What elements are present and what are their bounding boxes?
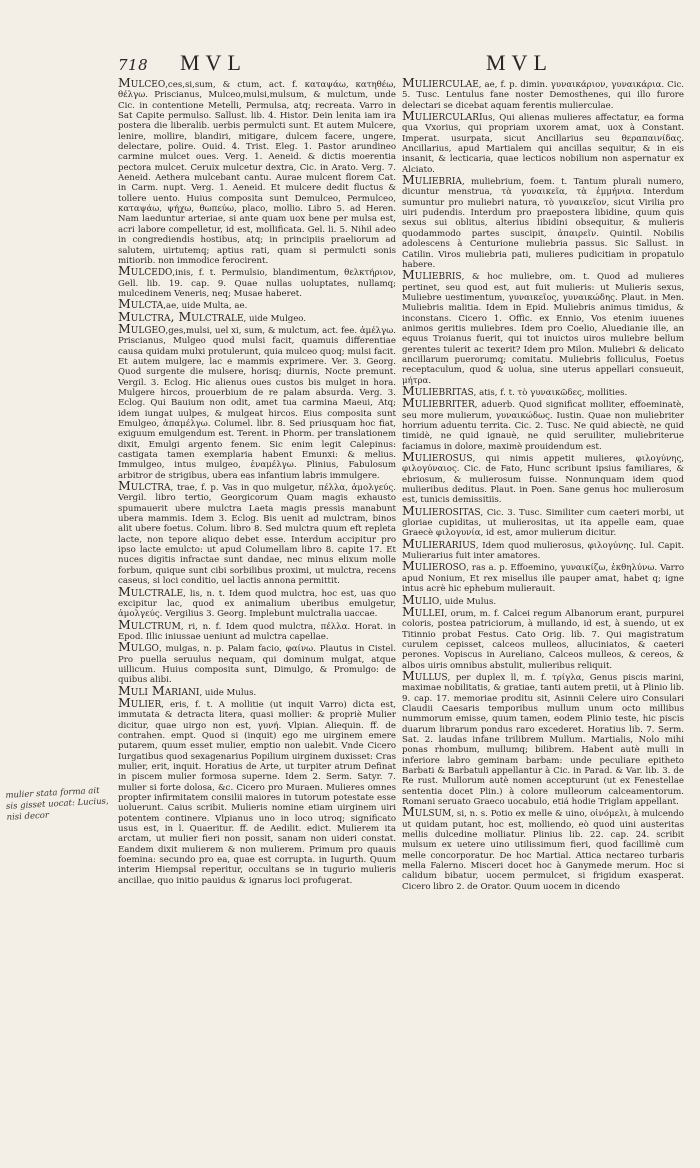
dictionary-entry <box>402 172 684 270</box>
entry-headword: Mulio <box>402 591 440 607</box>
entry-headword: Mulctra <box>118 478 171 494</box>
entry-headword: Muliebria <box>402 172 462 188</box>
handwritten-margin-note: mulier stata forma ait sis gisset uocat: Lucius, nisi decor <box>5 785 109 823</box>
entry-headword: Mulgo <box>118 639 159 655</box>
entry-text: ,inis, f. t. Permulsio, blandimentum, θελκτήριον, Gell. lib. 19. cap. 9. Quae nullas uoluptates, nullamq; mulcedinem Veneris, neq; Musae haberet. <box>118 268 396 299</box>
dictionary-entry <box>402 603 684 671</box>
entry-text: , per duplex ll, m. f. τρίγλα, Genus piscis marini, maximae nobilitatis, & gratiae, tanti autem pretii, ut à Plinio lib. 9. cap. 17. memoriae proditu sit, Asinnii Celere uiro Consulari Claudii Caesaris temporibus mullum unum octo millibus nummorum emisse, quum tamen, eodem Plinio teste, hic piscis duarum librarum pondus raro excederet. Horatius lib. 7. Serm. Sat. 2. laudas infane trilibrem Mullum. Martialis, Nolo mihi ponas rhombum, mullumq; bilibrem. Habent autè mulli in inferiore labro geminam barbam: unde peculiare epitheto Barbati & Barbatuli appellantur à Cic. in Parad. & Var. lib. 3. de Re rust. Mullorum autè nomen accepturunt (ut ex Fenestellae sententia docet Plin.) à colore mulleorum calceamentorum. Romani seruato Graeco uocabulo, etiá hodie Triglam appellant. <box>402 672 684 808</box>
entry-headword: Mullei <box>402 603 445 619</box>
entry-headword: Mullus <box>402 667 448 683</box>
entry-headword: Mulierculari <box>402 108 483 124</box>
dictionary-entry <box>402 395 684 452</box>
entry-headword: Mulctrum <box>118 616 181 632</box>
dictionary-entry <box>118 583 396 620</box>
running-head-right: MVL <box>486 50 553 75</box>
entry-headword: Mulctrale <box>118 583 184 599</box>
entry-text: , trae, f. p. Vas in quo mulgetur, πέλλα, ἀμολγεύς. Vergil. libro tertio, Georgicorum Quam magis exhausto spumauerit ubere mulctra Laeta magis pressis manabunt ubera mammis. Idem 3. Eclog. Bis uenit ad mulctram, binos alit ubere foetus. Colum. libro 8. Sed mulctra quum eft repleta lacte, non tepore aliquo debet esse. Interdum accipitur pro ipso lacte emulcto: ut apud Columellam libro 8. capite 17. Et nuces digitis infractae sunt dandae, nec minus elixum molle forbum, quique sunt cibi sorbilibus proximi, ut mulctra, recens caseus, si loci conditio, uel lactis annona permittit. <box>118 483 396 587</box>
running-head-left: MVL <box>180 50 247 75</box>
entry-text: , qui nimis appetit mulieres, φιλογύνης, φιλογύναιος. Cic. de Fato, Hunc scribunt ipsius familiares, & ebriosum, & mulierosum fuisse. Nonnunquam idem quod mulieribus deditus. Plaut. in Poen. Sane genus hoc mulierosum est, tunicis demissitiis. <box>402 454 684 506</box>
entry-text: , mulgas, n. p. Palam facio, φαίνω. Plautus in Cistel. Pro puella seruulus nequam, qui dominum mulgat, atque uillicum. Huius composita sunt, Dimulgo, & Promulgo: de quibus alibi. <box>118 644 396 686</box>
entry-headword: Mulceo <box>118 75 166 90</box>
entry-text: , Cic. 3. Tusc. Similiter cum caeteri morbi, ut gloriae cupiditas, ut mulierositas, ut ita appelle eam, quae Graecè φιλογυνία, id est, amor mulierum dicitur. <box>402 507 684 539</box>
dictionary-entry <box>402 502 684 539</box>
entry-headword: Muliebriter <box>402 395 475 411</box>
entry-text: , ras a. p. Effoemino, γυναικίζω, ἐκθηλύνω. Varro apud Nonium, Et rex misellus ille pauper amat, habet q; igne intus acrè hic ephebum mulierauit. <box>402 563 684 595</box>
entry-text: , muliebrium, foem. t. Tantum plurali numero, dicuntur menstrua, τὰ γυναικεῖα, τὰ ἐμμήνια. Interdum sumuntur pro muliebri natura, τὸ γυναικεῖον, sicut Virilia pro uiri pudendis. Interdum pro praepostera libidine, quum quis sexus sui oblitus, alterius libidini obsequitur, & mulieris quodammodo partes suscipit, ἀπαιρεῖν. Quintil. Nobilis adolescens à Centurione muliebria passus. Sic Sallust. in Catilin. Viros muliebria pati, mulieres pudicitiam in propatulo habere. <box>402 177 684 270</box>
entry-text: , uide Mulus. <box>439 596 497 607</box>
entry-headword: Mulier <box>118 694 162 710</box>
left-column <box>118 75 396 886</box>
entry-headword: Mulctra, Mulctrale <box>118 308 244 324</box>
entry-headword: Muliebritas <box>402 382 474 398</box>
entry-headword: Muliebris <box>402 267 462 283</box>
dictionary-entry <box>118 263 396 299</box>
entry-text: , atis, f. t. τὸ γυναικῶδες, mollities. <box>473 387 628 398</box>
entry-text: , orum, m. f. Calcei regum Albanorum erant, purpurei coloris, postea patriciorum, à mullando, id est, à suendo, ut ex Titinnio probat Festus. Cato Orig. lib. 7. Qui magistratum curulem cepisset, calceos mulleos, alluciniatos, & caeteri perones. Vopiscus in Aureliano, Calceos mulleos, & cereos, & albos uiris omnibus abstulit, mulieribus reliquit. <box>402 608 684 671</box>
entry-headword: Mulierculae <box>402 75 479 90</box>
entry-headword: Mulierositas <box>402 502 481 518</box>
entry-text: , ri, n. f. Idem quod mulctra, πέλλα. Horat. in Epod. Illic iniussae ueniunt ad mulctra capellae. <box>118 621 396 642</box>
entry-text: , eris, f. t. A mollitie (ut inquit Varro) dicta est, immutata & detracta litera, quasi mollier: & propriè Mulier dicitur, quae uirgo non est, γυνή. Vlpian. Aliequin. ff. de contrahen. empt. Quod si (inquit) ego me uirginem emere putarem, quum esset mulier, emptio non ualebit. Vnde Cicero Iurgatibus quod sexagenarius Popilium uirginem duxisset: Cras mulier, erit, inquit. Horatius de Arte, ut turpiter atrum Definat in piscem mulier formosa superne. Idem 2. Serm. Satyr. 7. mulier si forte dolosa, &c. Cicero pro Muraen. Mulieres omnes propter infirmitatem consilii maiores in tutorum potestate esse uoluerunt. Caius scribit. Mulieris nomine etiam uirginem uiri potentem continere. Vlpianus uno in loco utroq; significato usus est, in l. Quaeritur. ff. de Aedilit. edict. Mulierem ita arctam, ut mulier fieri non possit, sanam non uideri constat. Eandem dixit mulierem & non mulierem. Primum pro quauis foemina: secundo pro ea, quae est corrupta. in Iugurth. Quum interim Hiempsal reperitur, occultans se in tugurio mulieris ancillae, quo initio pauidus & ignarus loci profugerat. <box>118 699 396 886</box>
entry-text: , uide Mulus. <box>199 687 257 698</box>
entry-headword: Mulgeo <box>118 320 166 336</box>
entry-text: , si, n. s. Potio ex melle & uino, οἰνόμελι, à mulcendo ut quidam putant, hoc est, molliendo, eò quod uini austeritas mellis dulcedine molliatur. Plinius lib. 22. cap. 24. scribit mulsum ex uetere uino utilissimum fieri, quod facillimè cum melle concorporatur. De hoc Martial. Attica nectareo turbaris mella Falerno. Misceri docet hoc à Ganymede merum. Hoc si calidum bibatur, uocem permulcet, si frigidum exasperat. Cicero libro 2. de Orator. Quum uocem in dicendo <box>402 809 684 892</box>
dictionary-entry <box>402 667 684 808</box>
dictionary-entry <box>118 478 396 587</box>
entry-headword: Mulcedo <box>118 263 173 279</box>
dictionary-entry <box>402 108 684 175</box>
dictionary-entry <box>118 616 396 643</box>
dictionary-entry <box>118 75 396 266</box>
dictionary-entry <box>402 449 684 506</box>
dictionary-entry <box>402 804 684 892</box>
dictionary-entry <box>118 694 396 886</box>
entry-text: , & hoc muliebre, om. t. Quod ad mulieres pertinet, seu quod est, aut fuit mulieris: ut Mulieris sexus, Muliebre uestimentum, γυναικεῖος, γυναικώδης. Plaut. in Men. Muliebris malitia. Idem in Epid. Muliebris animus timidus, & inconstans. Cicero 1. Offic. ex Ennio, Vos etenim iuuenes animos geritis muliebres. Idem pro Coelio, Aluedianie ille, an equus Troianus fuerit, qui tot inuictos uiros muliebre bellum gerentes tulerit ac texerit? Idem pro Milon. Muliebri & delicato ancillarum puerorumq; comitatu. Muliebris folliculus, Foetus receptaculum, quod & uolua, sine uterus appellari consueuit, μήτρα. <box>402 272 684 386</box>
entry-headword: Mulierosus <box>402 449 473 465</box>
dictionary-entry <box>402 267 684 386</box>
entry-text: , Idem quod mulierosus, φιλογύνης. Iul. Capit. Mulierarius fuit inter amatores. <box>402 540 684 562</box>
entry-headword: Muli Mariani <box>118 682 200 698</box>
entry-text: , aduerb. Quod significat molliter, effoeminatè, seu more mulierum, γυναικώδως. Iustin. Quae non muliebriter horrium aduentu territa. Cic. 2. Tusc. Ne quid abiectè, ne quid timidè, ne quid ignauè, ne quid seruiliter, muliebriterue faciamus in dolore, maximè prouidendum est. <box>402 400 684 452</box>
dictionary-entry <box>118 320 396 481</box>
entry-headword: Mulieroso <box>402 558 467 574</box>
entry-headword: Mulierarius <box>402 535 476 551</box>
page-number: 718 <box>118 56 149 74</box>
dictionary-entry <box>402 558 684 595</box>
entry-headword: Mulsum <box>402 804 452 820</box>
dictionary-entry <box>118 639 396 686</box>
entry-text: , lis, n. t. Idem quod mulctra, hoc est, uas quo excipitur lac, quod ex animalium uberibus emulgetur, ἀμολγεύς. Vergilius 3. Georg. Implebunt mulctralia uaccae. <box>118 588 396 620</box>
entry-headword: Mulcta <box>118 296 164 312</box>
entry-text: ,ges,mulsi, uel xi, sum, & mulctum, act. fee. ἀμέλγω. Priscianus, Mulgeo quod mulsi facit, quamuis differentiae causa quidam mulxi protulerunt, quia mulceo quoq; mulsi facit. Et autem mulgere, lac e mammis exprimere. Ver. 3. Georg. Quod surgente die mulsere, horisq; diurnis, Nocte premunt. Vergil. 3. Eclog. Hic alienus oues custos bis mulget in hora. Mulgere hircos, prouerbium de re palam absurda. Verg. 3. Eclog. Qui Bauium non odit, amet tua carmina Maeui, Atq; idem iungat uulpes, & mulgeat hircos. Eius composita sunt Emulgeo, ἀπαμέλγω. Columel. libr. 8. Sed priusquam hoc fiat, exiguum emulgendum est. Terent. in Phorm. per translationem dixit, Emulgi argento fenem. Sic enim legit Calepinus: castigata tamen exemplaria habent Emunxi: & melius. Immulgeo, intus mulgeo, ἐναμέλγω. Plinius, Fabulosum arbitror de strigibus, ubera eas infantium labris immulgere. <box>118 325 396 481</box>
entry-text: , uide Mulgeo. <box>243 313 307 324</box>
right-column <box>402 75 684 892</box>
entry-text: ,ae, uide Multa, ae. <box>163 301 248 312</box>
entry-text: , ae, f. p. dimin. γυναικάριον, γυναικάρια. Cic. 5. Tusc. Lentulus fane noster Demosthenes, qui illo furore delectari se dicebat aquam ferentis mulierculae. <box>402 80 684 111</box>
dictionary-entry <box>402 75 684 111</box>
entry-text: ,ces,si,sum, & ctum, act. f. καταψάω, κατηθέω, θέλγω. Priscianus, Mulceo,mulsi,mulsum, & mulctum, unde Cic. in contentione Metelli, Permulsa, atq; recreata. Varro in Sat Capite permulso. Sallust. lib. 4. Histor. Dein lenita iam ira postera die liberalib. uerbis permulcti sunt. Et autem Mulcere, lenire, mollire, blandiri, mitigare, dulcem facere, ungere, delectare, polire. Ouid. 4. Trist. Eleg. 1. Pastor arundineo carmine mulcet oues. Verg. 1. Aeneid. & dictis moerentia pectora mulcet. Ceruix mulcetur dextra, Cic. in Arato. Verg. 7. Aeneid. Aethera mulcebant cantu. Aurae mulcent florem Cat. in Carm. nupt. Verg. 1. Aeneid. Et mulcere dedit fluctus & tollere uento. Huius composita sunt Demulceo, Permulceo, καταψάω, ψήχω, θωπεύω, placo, mollio. Libro 5. ad Heren. Nam laeduntur arteriae, si ante quam uox bene per mulsa est, acri labore compelletur, id est, mollificata. Gel. li. 5. Nihil adeo in congrediendis hostibus, atq; in principiis praeliorum ad salutem, uirtutemq; aptius rati, quam si permulcti sonis mitiorib. non immodice ferocirent. <box>118 80 396 266</box>
entry-text: us, Qui alienas mulieres affectatur, ea forma qua Vxorius, qui propriam uxorem amat, uox à Constant. Imperat. usurpata, sicut Ancillarius seu θεραπαινίδας. Ancillarius, apud Martialem qui ancillas sequitur, & in eis insanit, & lecticaria, quae lecticos nobilium non aspernatur ex Alciato. <box>402 113 684 175</box>
